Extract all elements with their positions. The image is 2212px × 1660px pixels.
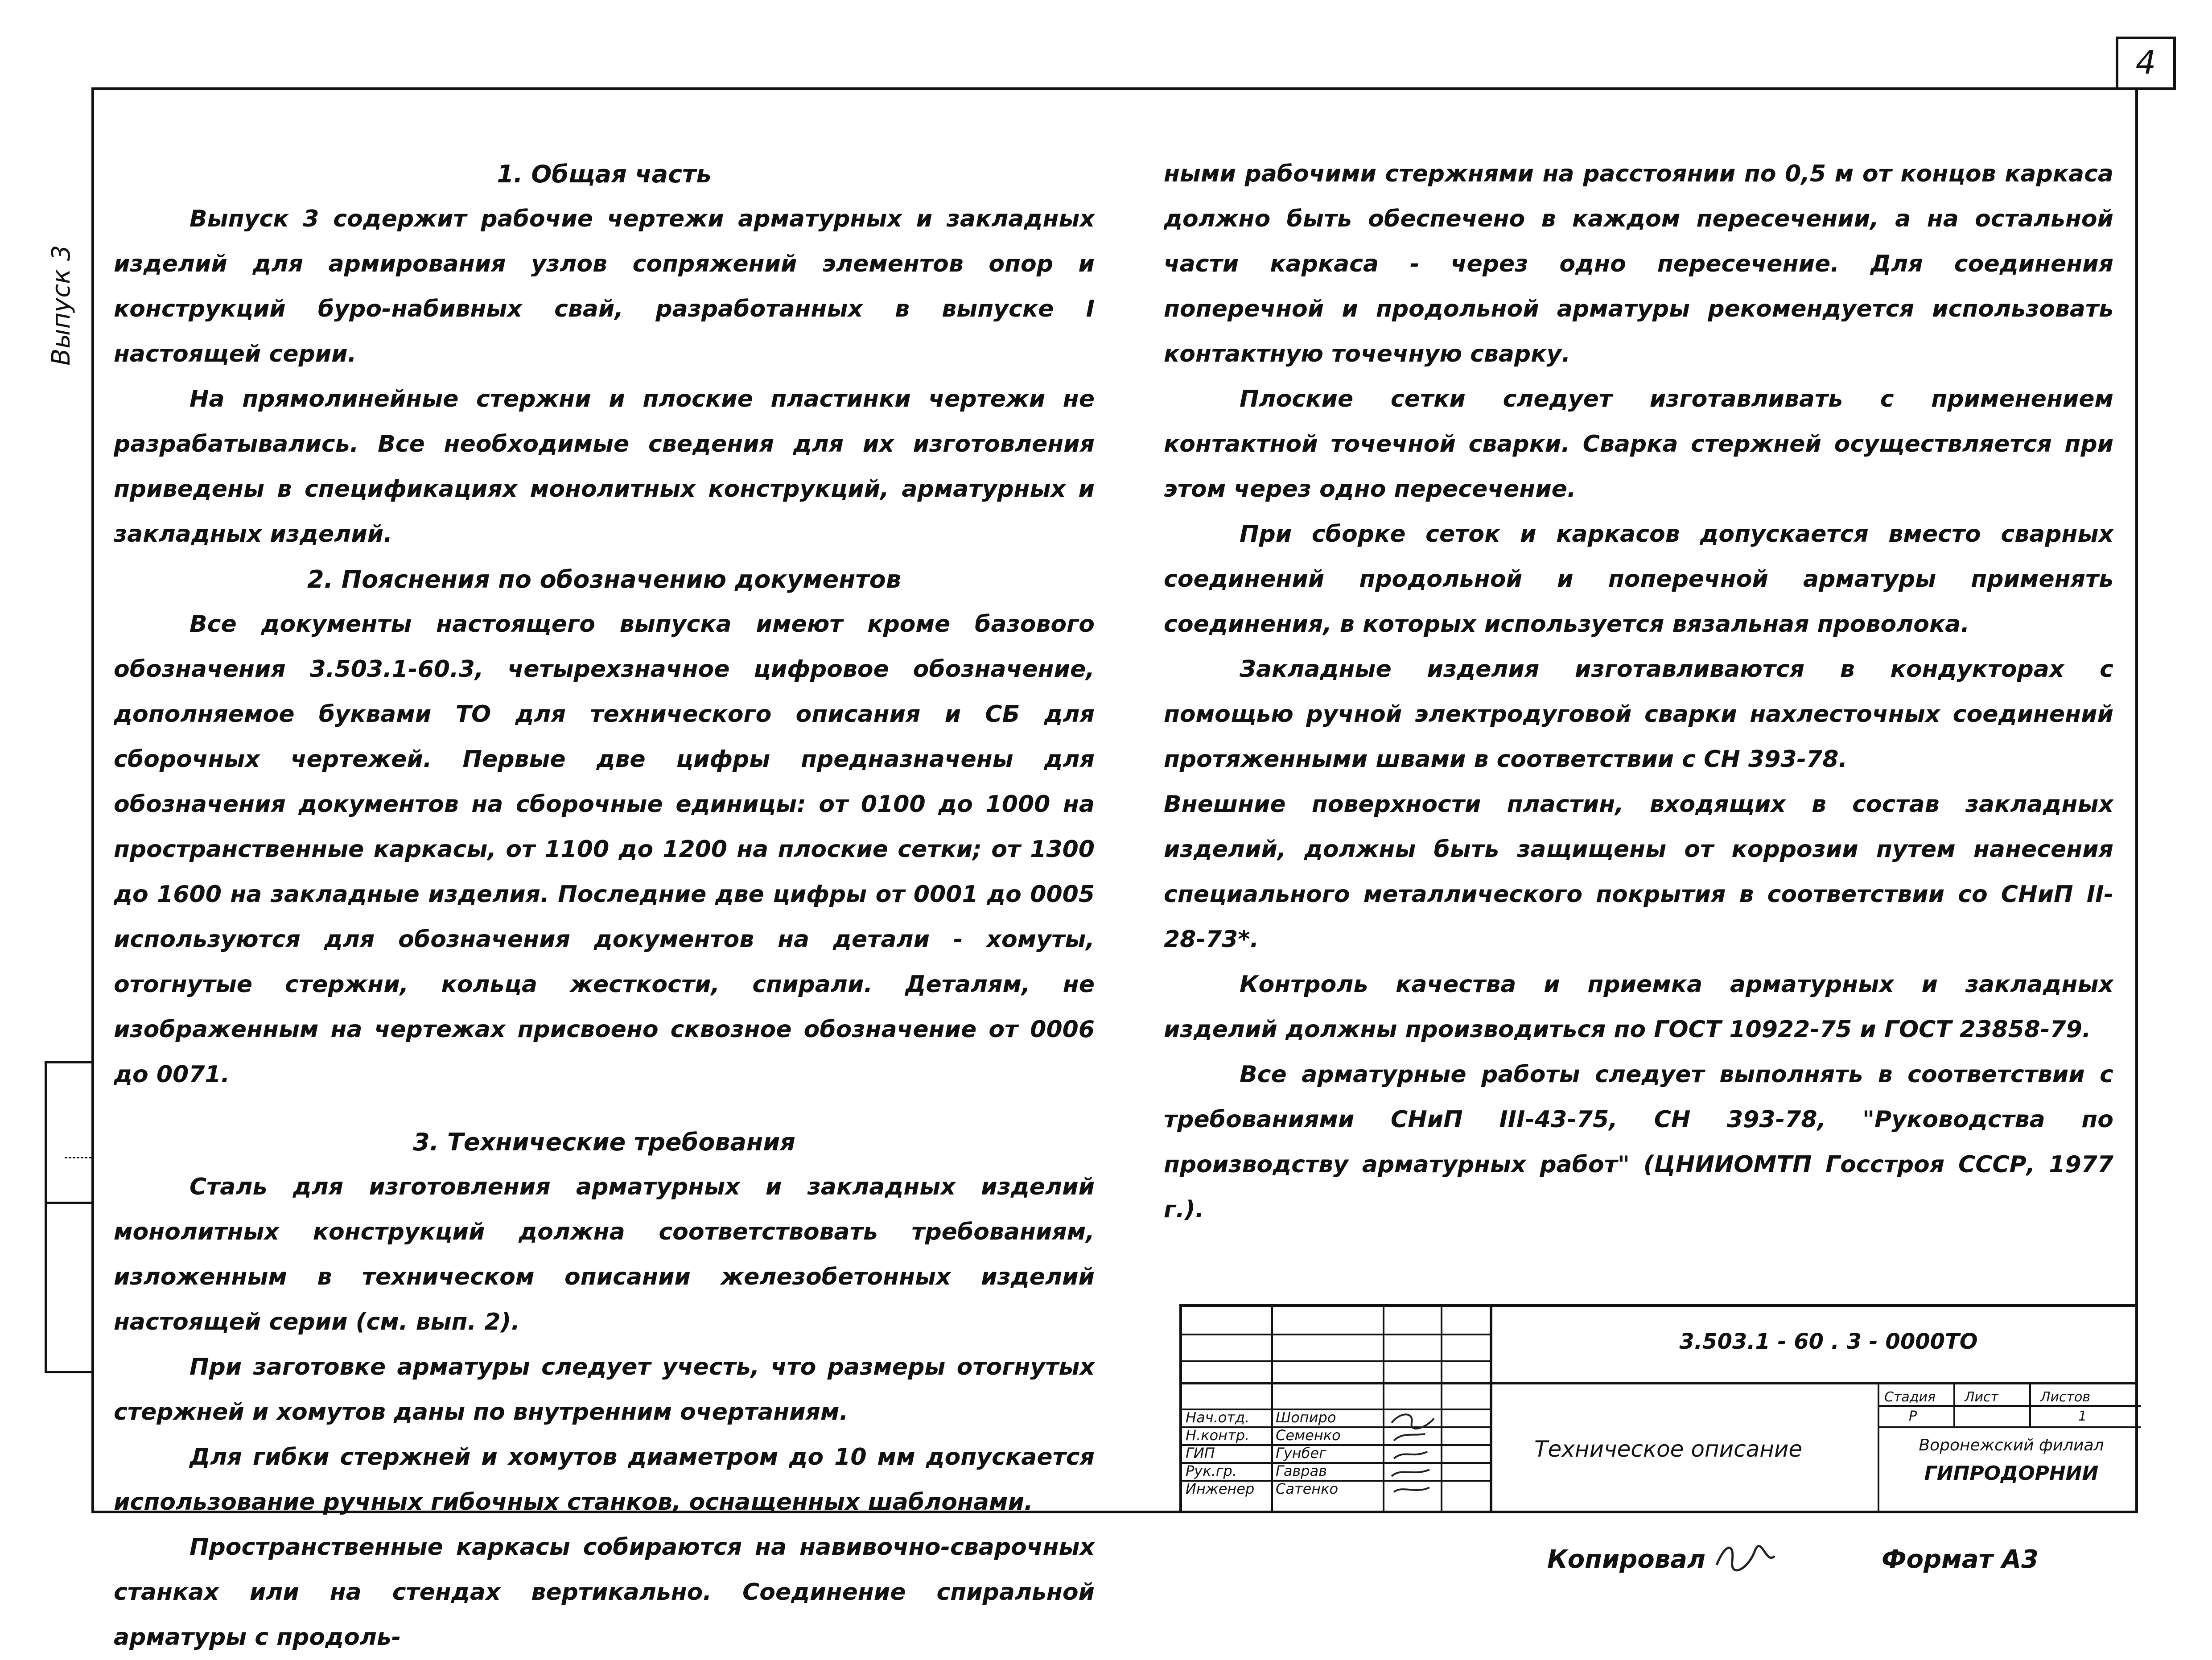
section-3-para-1: Сталь для изготовления арматурных и закладных изделий монолитных конструкций должна соответствовать требованиям, изложенным в техническом описании железобетонных изделий настоящей серии (см. вып. 2). [114,1174,1095,1335]
right-column [1164,152,2113,1232]
stage-header: Стадия [1884,1389,1936,1405]
role-0: Нач.отд. [1186,1409,1250,1425]
copy-signature-icon [1712,1538,1779,1578]
name-2: Гунбег [1276,1445,1326,1461]
document-code: 3.503.1 - 60 . 3 - 0000ТО [1679,1329,1978,1354]
copied-by-label: Копировал [1547,1545,1705,1574]
signatures-icon [1387,1409,1438,1499]
role-3: Рук.гр. [1186,1463,1237,1479]
organization-line-2: ГИПРОДОРНИИ [1924,1462,2099,1485]
section-2-para-1: Все документы настоящего выпуска имеют кроме базового обозначения 3.503.1-60.3, четырехзначное цифровое обозначение, дополняемое буквами ТО для технического описания и СБ для сборочных чертежей. Первые две цифры предназначены для обозначения документов на сборочные единицы: от 0100 до 1000 на пространственные каркасы, от 1100 до 1200 на плоские сетки; от 1300 до 1600 на закладные изделия. Последние две цифры от 0001 до 0005 используются для обозначения документов на детали - хомуты, отогнутые стержни, кольца жесткости, спирали. Деталям, не изображенным на чертежах присвоено сквозное обозначение от 0006 до 0071. [114,611,1095,1088]
section-1-heading: 1. Общая часть [497,160,712,188]
sheet-header: Лист [1965,1389,1999,1405]
left-column [114,152,1095,1660]
right-para-7: Все арматурные работы следует выполнять в соответствии с требованиями СНиП III-43-75, СН 393-78, "Руководства по производству арматурных работ" (ЦНИИОМТП Госстроя СССР, 1977 г.). [1164,1061,2113,1223]
organization-line-1: Воронежский филиал [1919,1436,2104,1454]
format-label: Формат А3 [1882,1545,2039,1574]
title-block [1179,1304,2138,1513]
sheets-header: Листов [2040,1389,2091,1405]
section-3-para-4: Пространственные каркасы собираются на навивочно-сварочных станках или на стендах вертикально. Соединение спиральной арматуры с продоль- [114,1534,1095,1651]
right-para-4: Закладные изделия изготавливаются в кондукторах с помощью ручной электродуговой сварки нахлесточных соединений протяженными швами в соответствии с СН 393-78. [1164,656,2113,773]
section-1-para-1: Выпуск 3 содержит рабочие чертежи арматурных и закладных изделий для армирования узлов сопряжений элементов опор и конструкций буро-набивных свай, разработанных в выпуске I настоящей серии. [114,206,1095,367]
role-2: ГИП [1186,1445,1215,1461]
right-para-1: ными рабочими стержнями на расстоянии по 0,5 м от концов каркаса должно быть обеспечено в каждом пересечении, а на остальной части каркаса - через одно пересечение. Для соединения поперечной и продольной арматуры рекомендуется использовать контактную точечную сварку. [1164,161,2113,367]
role-1: Н.контр. [1186,1427,1250,1443]
name-0: Шопиро [1276,1409,1336,1425]
section-2-heading: 2. Пояснения по обозначению документов [307,565,901,593]
section-3-para-3: Для гибки стержней и хомутов диаметром до 10 мм допускается использование ручных гибочных станков, оснащенных шаблонами. [114,1444,1095,1516]
role-4: Инженер [1186,1481,1255,1497]
sheets-value: 1 [2078,1409,2087,1424]
section-1-para-2: На прямолинейные стержни и плоские пластинки чертежи не разрабатывались. Все необходимые сведения для их изготовления приведены в спецификациях монолитных конструкций, арматурных и закладных изделий. [114,386,1095,548]
right-para-2: Плоские сетки следует изготавливать с применением контактной точечной сварки. Сварка стержней осуществляется при этом через одно пересечение. [1164,386,2113,503]
stage-value: Р [1909,1409,1917,1424]
name-1: Семенко [1276,1427,1341,1443]
name-4: Сатенко [1276,1481,1339,1497]
binding-strip [45,1061,92,1373]
name-3: Гаврав [1276,1463,1327,1479]
section-3-para-2: При заготовке арматуры следует учесть, что размеры отогнутых стержней и хомутов даны по внутренним очертаниям. [114,1354,1095,1425]
side-label: Выпуск 3 [47,245,76,366]
right-para-3: При сборке сеток и каркасов допускается вместо сварных соединений продольной и поперечной арматуры применять соединения, в которых используется вязальная проволока. [1164,521,2113,638]
right-para-5: Внешние поверхности пластин, входящих в состав закладных изделий, должны быть защищены от коррозии путем нанесения специального металлического покрытия в соответствии со СНиП II-28-73*. [1164,791,2113,953]
right-para-6: Контроль качества и приемка арматурных и закладных изделий должны производиться по ГОСТ 10922-75 и ГОСТ 23858-79. [1164,971,2113,1043]
sheet-number: 4 [2116,37,2176,90]
section-3-heading: 3. Технические требования [413,1128,795,1156]
document-title: Техническое описание [1534,1436,1803,1462]
